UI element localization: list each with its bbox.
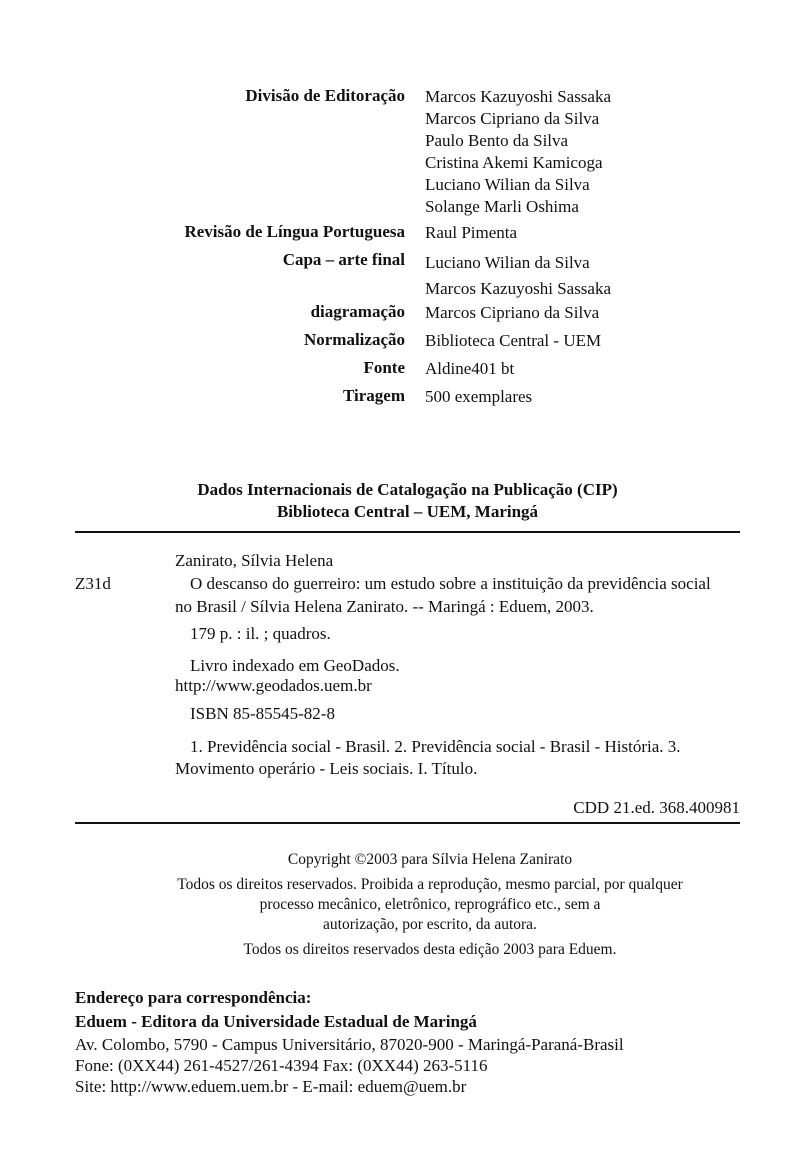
credit-name: Marcos Kazuyoshi Sassaka: [425, 87, 612, 106]
credit-names: [425, 386, 532, 408]
credit-name: Paulo Bento da Silva: [425, 131, 569, 150]
credit-role: Capa – arte final: [282, 250, 405, 269]
cip-subjects: 1. Previdência social - Brasil. 2. Previdência social - Brasil - História. 3.: [190, 737, 681, 756]
credit-name: Aldine401 bt: [425, 359, 515, 378]
credit-names: [425, 358, 514, 380]
credit-role: Divisão de Editoração: [245, 86, 405, 105]
cip-pages: 179 p. : il. ; quadros.: [190, 624, 331, 643]
credit-names: [425, 86, 611, 218]
phone-fax: Fone: (0XX44) 261-4527/261-4394 Fax: (0XX44) 263-5116: [75, 1056, 488, 1075]
credit-names: [425, 250, 611, 302]
credit-name: Raul Pimenta: [425, 223, 518, 242]
credit-name: Cristina Akemi Kamicoga: [425, 153, 603, 172]
site-email: Site: http://www.eduem.uem.br - E-mail: eduem@uem.br: [75, 1077, 467, 1096]
credit-role: Tiragem: [342, 386, 405, 405]
street-address: Av. Colombo, 5790 - Campus Universitário, 87020-900 - Maringá-Paraná-Brasil: [75, 1035, 624, 1054]
credit-role: diagramação: [310, 302, 405, 321]
cip-indexed: Livro indexado em GeoDados.: [190, 656, 400, 675]
cip-cdd: CDD 21.ed. 368.400981: [573, 798, 740, 817]
cip-call-number: Z31d: [75, 574, 111, 593]
cip-isbn: ISBN 85-85545-82-8: [190, 704, 335, 723]
credit-name: 500 exemplares: [425, 387, 533, 406]
edition-rights: Todos os direitos reservados desta edição 2003 para Eduem.: [243, 941, 617, 958]
address-heading: Endereço para correspondência:: [75, 988, 312, 1007]
credit-role: Revisão de Língua Portuguesa: [184, 222, 405, 241]
credit-name: Biblioteca Central - UEM: [425, 331, 602, 350]
credit-name: Marcos Cipriano da Silva: [425, 303, 600, 322]
rights-text: processo mecânico, eletrônico, reprográfico etc., sem a: [259, 896, 601, 913]
copyright-notice: Copyright ©2003 para Sílvia Helena Zanirato: [287, 851, 573, 868]
credit-name: Solange Marli Oshima: [425, 197, 579, 216]
credit-name: Marcos Cipriano da Silva: [425, 109, 600, 128]
cip-author: Zanirato, Sílvia Helena: [175, 551, 334, 570]
rights-text: Todos os direitos reservados. Proibida a reprodução, mesmo parcial, por qualquer: [177, 876, 683, 893]
cip-title-line: no Brasil / Sílvia Helena Zanirato. -- Maringá : Eduem, 2003.: [175, 597, 594, 616]
rights-text: autorização, por escrito, da autora.: [323, 916, 537, 933]
credit-role: Fonte: [363, 358, 405, 377]
cip-subjects: Movimento operário - Leis sociais. I. Título.: [175, 759, 478, 778]
cip-title: Dados Internacionais de Catalogação na Publicação (CIP): [197, 480, 618, 499]
credit-role: Normalização: [303, 330, 405, 349]
credit-names: [425, 302, 599, 324]
cip-title-line: O descanso do guerreiro: um estudo sobre a instituição da previdência social: [190, 574, 711, 593]
cip-subtitle: Biblioteca Central – UEM, Maringá: [276, 502, 539, 521]
cip-top-rule: [75, 531, 740, 533]
cip-bottom-rule: [75, 822, 740, 824]
publisher-name: Eduem - Editora da Universidade Estadual de Maringá: [75, 1012, 477, 1031]
credit-name: Marcos Kazuyoshi Sassaka: [425, 279, 612, 298]
credit-names: [425, 222, 517, 244]
cip-url: http://www.geodados.uem.br: [175, 676, 372, 695]
credit-names: [425, 330, 601, 352]
credit-name: Luciano Wilian da Silva: [425, 175, 590, 194]
credit-name: Luciano Wilian da Silva: [425, 253, 590, 272]
